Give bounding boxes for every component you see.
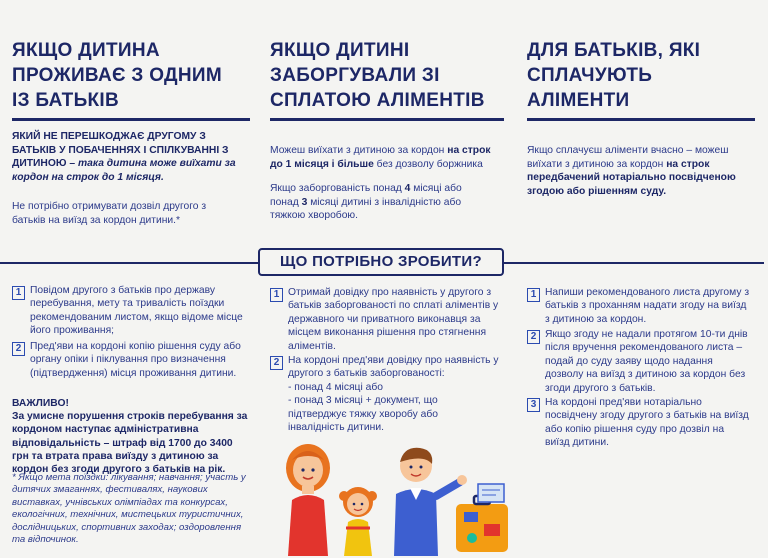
col2-p2-bold: 4 bbox=[404, 183, 411, 194]
col3-step-2: Якщо згоду не надали протягом 10-ти днів після вручення рекомендованого листа – подай до суду заяву щодо надання дозволу на виїзд з дитиною за кордон без згоди другого з батьків. bbox=[545, 329, 748, 394]
col2-p1-text: без дозволу боржника bbox=[373, 158, 483, 170]
col3-heading-line: АЛІМЕНТИ bbox=[527, 90, 630, 111]
col2-p1-text: Можеш виїхати з дитиною за кордон bbox=[270, 145, 448, 156]
col3-p1-bold: на строк передбачений нотаріально посвідченою згодою або рішенням суду. bbox=[527, 158, 736, 197]
col2-p2-text: місяці дитині з інвалідністю або тяжкою хворобою. bbox=[270, 196, 462, 222]
col3-step-3: На кордоні пред'яви нотаріально посвідчену згоду другого з батьків на виїзд або копію рішення суду про дозвіл на виїзд дитини. bbox=[545, 397, 749, 449]
col2-step-2: На кордоні пред'яви довідку про наявність у другого з батьків заборгованості: bbox=[288, 355, 499, 380]
col1-warning bbox=[12, 397, 252, 476]
col2-heading-rule bbox=[270, 118, 504, 121]
col3-heading bbox=[527, 38, 761, 113]
col2-bullet: - понад 3 місяці + документ, що підтверджує тяжку хворобу або інвалідність дитини. bbox=[288, 395, 438, 434]
section-title-box: ЩО ПОТРІБНО ЗРОБИТИ? bbox=[258, 248, 504, 276]
col3-p1 bbox=[527, 144, 753, 198]
col2-heading bbox=[270, 38, 510, 113]
col2-p2-text: місяці або понад bbox=[270, 183, 462, 208]
warning-text: За умисне порушення строків перебування за кордоном наступає адміністративна відповідальність – штраф від 1700 до 3400 грн та втрата права виїзду з дитиною за кордон без згоди другого з батьків на рік. bbox=[12, 411, 248, 476]
col2-p2 bbox=[270, 182, 490, 223]
step-number-badge: 2 bbox=[270, 356, 283, 370]
divider-line-right bbox=[504, 262, 764, 264]
mother-figure bbox=[286, 444, 330, 556]
step-number-badge: 3 bbox=[527, 398, 540, 412]
step-number-badge: 1 bbox=[270, 288, 283, 302]
family-illustration bbox=[278, 438, 518, 556]
col2-heading-line: СПЛАТОЮ АЛІМЕНТІВ bbox=[270, 90, 485, 111]
step-number-badge: 2 bbox=[527, 330, 540, 344]
col3-heading-line: СПЛАЧУЮТЬ bbox=[527, 65, 653, 86]
col1-heading-line: ПРОЖИВАЄ З ОДНИМ bbox=[12, 65, 222, 86]
col2-p1 bbox=[270, 144, 506, 171]
col1-intro-bold: ЯКИЙ НЕ ПЕРЕШКОДЖАЄ ДРУГОМУ З БАТЬКІВ У ПОБАЧЕННЯХ І СПІЛКУВАННІ З ДИТИНОЮ – bbox=[12, 131, 229, 170]
col1-intro-italic: така дитина може виїхати за кордон на строк до 1 місяця. bbox=[12, 158, 236, 183]
col1-intro bbox=[12, 130, 252, 184]
col1-footnote: * Якщо мета поїздки: лікування; навчання; участь у дитячих змаганнях, фестивалях, наукових виставках, учнівських олімпіадах та конкурсах, екологічних, технічних, мистецьких туристичних, дослідницьких, спортивних заходах; оздоровлення та відпочинок. bbox=[12, 472, 246, 546]
col1-heading-line: ЯКЩО ДИТИНА bbox=[12, 40, 160, 61]
col2-bullet: - понад 4 місяці або bbox=[288, 382, 383, 393]
col1-intro-plain: Не потрібно отримувати дозвіл другого з батьків на виїзд за кордон дитини.* bbox=[12, 201, 207, 226]
suitcase-icon bbox=[456, 484, 508, 552]
col1-heading bbox=[12, 38, 252, 113]
col3-heading-rule bbox=[527, 118, 755, 121]
col2-p2-text: Якщо заборгованість понад bbox=[270, 183, 405, 194]
col2-heading-line: ЯКЩО ДИТИНІ bbox=[270, 40, 410, 61]
col2-p1-bold: на строк до 1 місяця і більше bbox=[270, 145, 491, 170]
col1-step-1: Повідом другого з батьків про державу перебування, мету та тривалість поїздки рекомендованим листом, якщо відоме місце його проживання; bbox=[30, 285, 243, 337]
col2-bullets bbox=[288, 381, 488, 435]
col3-p1-text: Якщо сплачуєш аліменти вчасно – можеш виїхати з дитиною за кордон bbox=[527, 145, 729, 170]
step-number-badge: 1 bbox=[12, 286, 25, 300]
col2-step-1: Отримай довідку про наявність у другого з батьків заборгованості по сплаті аліментів у державного чи приватного виконавця за місцем виконання рішення про стягнення аліментів. bbox=[288, 287, 499, 352]
col1-heading-line: ІЗ БАТЬКІВ bbox=[12, 90, 120, 111]
col1-step-2: Пред'яви на кордоні копію рішення суду або органу опіки і піклування про визначення (підтвердження) місця проживання дитини. bbox=[30, 341, 241, 379]
col3-heading-line: ДЛЯ БАТЬКІВ, ЯКІ bbox=[527, 40, 701, 61]
col2-heading-line: ЗАБОРГУВАЛИ ЗІ bbox=[270, 65, 440, 86]
step-number-badge: 2 bbox=[12, 342, 25, 356]
girl-figure bbox=[339, 487, 377, 556]
col1-heading-rule bbox=[12, 118, 250, 121]
divider-line-left bbox=[0, 262, 258, 264]
col3-step-1: Напиши рекомендованого листа другому з батьків з проханням надати згоду на виїзд з дитиною за кордон. bbox=[545, 287, 750, 325]
warning-title: ВАЖЛИВО! bbox=[12, 398, 69, 409]
step-number-badge: 1 bbox=[527, 288, 540, 302]
col2-p2-bold: 3 bbox=[301, 196, 308, 208]
